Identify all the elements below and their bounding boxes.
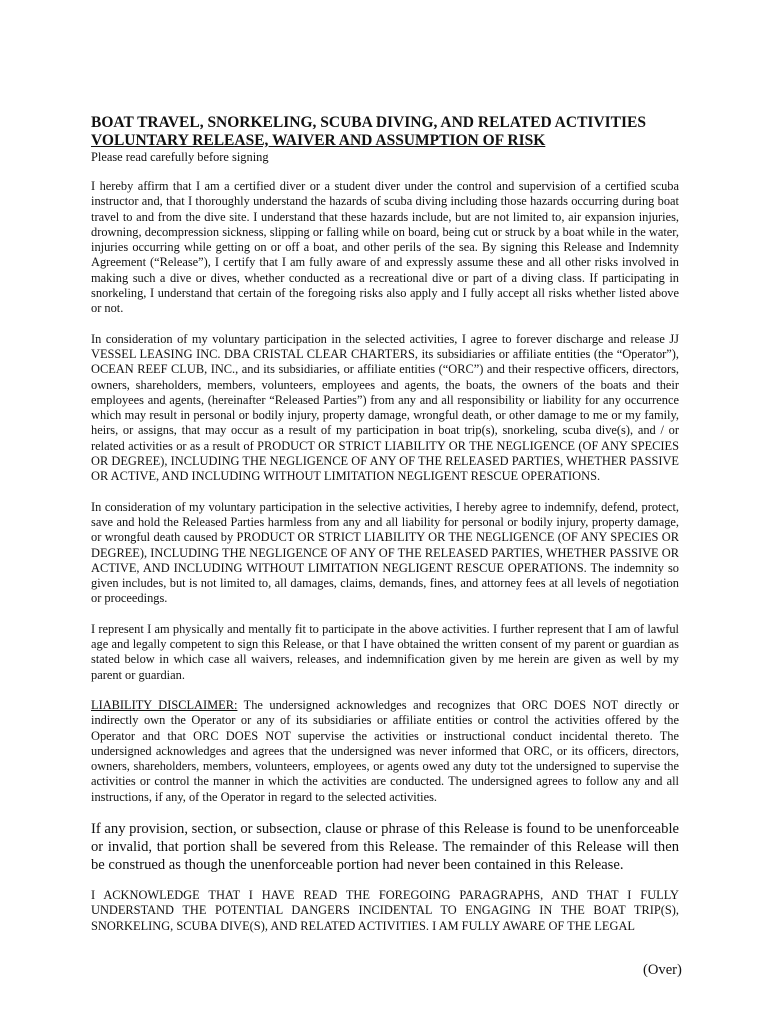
document-title-line-1: BOAT TRAVEL, SNORKELING, SCUBA DIVING, AND RELATED ACTIVITIES: [91, 114, 646, 131]
disclaimer-label: LIABILITY DISCLAIMER:: [91, 697, 238, 712]
paragraph-release: In consideration of my voluntary participation in the selected activities, I agree to forever discharge and release JJ VESSEL LEASING INC. DBA CRISTAL CLEAR CHARTERS, its subsidiaries or affiliate entities (the “Operator”), OCEAN REEF CLUB, INC., and its subsidiaries, or affiliate entities (“ORC”) and their respective officers, directors, owners, shareholders, members, volunteers, employees and agents, the boats, the owners of the boats and their employees and agents, (hereinafter “Released Parties”) from any and all responsibility or liability for any occurrence which may result in personal or bodily injury, property damage, wrongful death, or other damage to me or my family, heirs, or assigns, that may occur as a result of my participation in boat trip(s), snorkeling, scuba dive(s), and / or related activities or as a result of PRODUCT OR STRICT LIABILITY OR THE NEGLIGENCE (OF ANY SPECIES OR DEGREE), INCLUDING THE NEGLIGENCE OF ANY OF THE RELEASED PARTIES, WHETHER PASSIVE OR ACTIVE, AND INCLUDING WITHOUT LIMITATION NEGLIGENT RESCUE OPERATIONS.: [91, 331, 679, 484]
paragraph-assumption-of-risk: I hereby affirm that I am a certified diver or a student diver under the control and supervision of a certified scuba instructor and, that I thoroughly understand the hazards of scuba diving including those hazards occurring during boat travel to and from the dive site. I understand that these hazards include, but are not limited to, air expansion injuries, drowning, decompression sickness, slipping or falling while on board, being cut or struck by a boat while in the water, injuries occurring while getting on or off a boat, and other perils of the sea. By signing this Release and Indemnity Agreement (“Release”), I certify that I am fully aware of and expressly assume these and all other risks involved in making such a dive or dives, whether conducted as a recreational dive or part of a diving class. If participating in snorkeling, I understand that certain of the foregoing risks also apply and I fully accept all risks whether listed above or not.: [91, 179, 679, 316]
paragraph-liability-disclaimer: [91, 698, 679, 805]
page-footer-over: (Over): [643, 962, 682, 978]
paragraph-severability: If any provision, section, or subsection, clause or phrase of this Release is found to be unenforceable or invalid, that portion shall be severed from this Release. The remainder of this Release will then be construed as though the unenforceable portion had never been contained in this Release.: [91, 820, 679, 873]
paragraph-indemnity: In consideration of my voluntary participation in the selective activities, I hereby agree to indemnify, defend, protect, save and hold the Released Parties harmless from any and all liability for personal or bodily injury, property damage, or wrongful death caused by PRODUCT OR STRICT LIABILITY OR THE NEGLIGENCE (OF ANY SPECIES OR DEGREE), INCLUDING THE NEGLIGENCE OF ANY OF THE RELEASED PARTIES, WHETHER PASSIVE OR ACTIVE, AND INCLUDING WITHOUT LIMITATION NEGLIGENT RESCUE OPERATIONS. The indemnity so given includes, but is not limited to, all damages, claims, demands, fines, and attorney fees at all levels of negotiation or proceedings.: [91, 499, 679, 606]
document-title-line-2: VOLUNTARY RELEASE, WAIVER AND ASSUMPTION OF RISK: [91, 132, 546, 149]
paragraph-acknowledgement: I ACKNOWLEDGE THAT I HAVE READ THE FOREGOING PARAGRAPHS, AND THAT I FULLY UNDERSTAND THE POTENTIAL DANGERS INCIDENTAL TO ENGAGING IN THE BOAT TRIP(S), SNORKELING, SCUBA DIVE(S), AND RELATED ACTIVITIES. I AM FULLY AWARE OF THE LEGAL: [91, 887, 679, 933]
paragraph-fitness-representation: I represent I am physically and mentally fit to participate in the above activities. I further represent that I am of lawful age and legally competent to sign this Release, or that I have obtained the written consent of my parent or guardian as stated below in which case all waivers, releases, and indemnification given by me herein are given as well by my parent or guardian.: [91, 621, 679, 682]
disclaimer-text: The undersigned acknowledges and recognizes that ORC DOES NOT directly or indirectly own the Operator or any of its subsidiaries or affiliate entities or control the activities offered by the Operator and that ORC DOES NOT supervise the activities or instructional conduct incidental thereto. The undersigned acknowledges and agrees that the undersigned was never informed that ORC, or its officers, directors, owners, shareholders, members, volunteers, employees, or agents owed any duty tot the undersigned to supervise the activities or control the manner in which the activities are conducted. The undersigned agrees to follow any and all instructions, if any, of the Operator in regard to the selected activities.: [91, 697, 679, 804]
document-body: [91, 114, 679, 934]
document-subtitle: Please read carefully before signing: [91, 150, 269, 164]
